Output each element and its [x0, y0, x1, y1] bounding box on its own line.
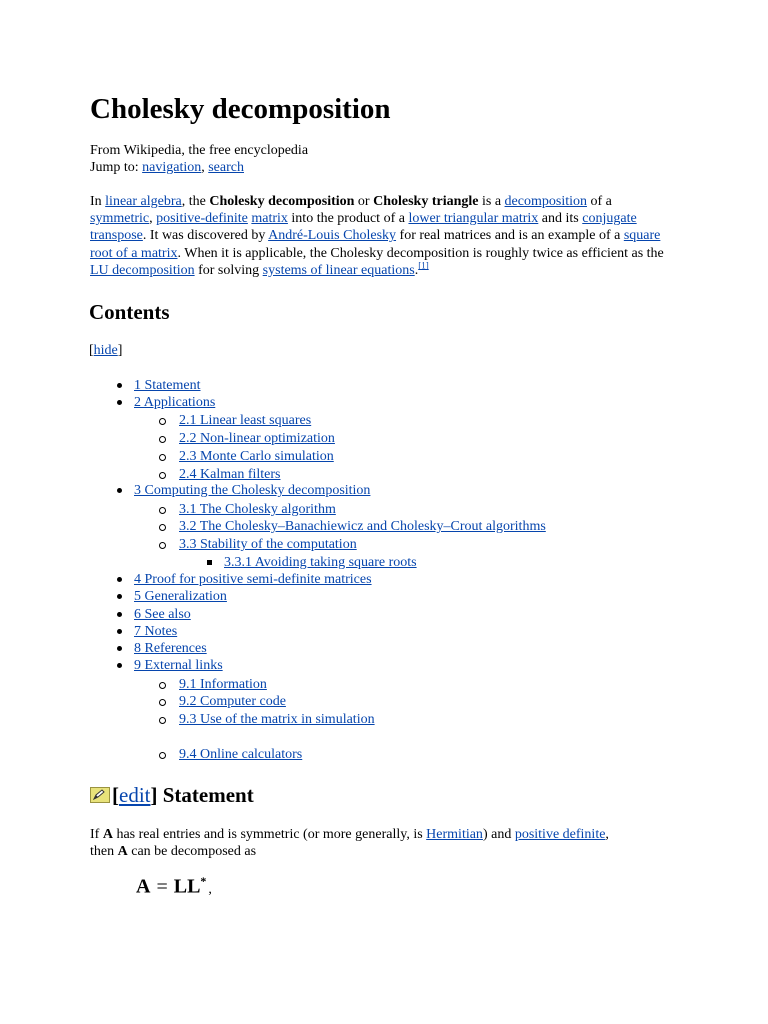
circle-bullet-icon: [159, 752, 166, 759]
toc-item[interactable]: 1 Statement: [134, 378, 201, 393]
intro-text: of a: [586, 194, 612, 209]
circle-bullet-icon: [159, 418, 166, 425]
link-lower-triangular-matrix[interactable]: lower triangular matrix: [408, 211, 539, 227]
reference-link[interactable]: [1]: [418, 260, 429, 271]
toc-item[interactable]: 8 References: [134, 641, 207, 656]
section-title: Statement: [157, 783, 254, 807]
link-positive-definite-2[interactable]: positive definite: [514, 827, 606, 842]
matrix-symbol: A: [117, 844, 128, 860]
statement-paragraph: [90, 826, 665, 860]
link-symmetric[interactable]: symmetric: [90, 211, 150, 227]
toc-item[interactable]: 3.3 Stability of the computation: [179, 537, 357, 552]
intro-text: In: [90, 194, 106, 209]
toc-item[interactable]: 5 Generalization: [134, 589, 227, 604]
circle-bullet-icon: [159, 524, 166, 531]
hide-toc-link[interactable]: hide: [93, 343, 118, 358]
circle-bullet-icon: [159, 454, 166, 461]
toc-item[interactable]: 7 Notes: [134, 624, 178, 639]
link-square-root-of-matrix[interactable]: square root of a matrix: [90, 228, 661, 261]
toc-item[interactable]: 3.1 The Cholesky algorithm: [179, 502, 336, 517]
link-andre-louis-cholesky[interactable]: André-Louis Cholesky: [268, 228, 397, 244]
circle-bullet-icon: [159, 699, 166, 706]
square-bullet-icon: [207, 560, 212, 565]
toc-item[interactable]: 3.2 The Cholesky–Banachiewicz and Cholesky–Crout algorithms: [179, 519, 546, 534]
toc-item[interactable]: 2.4 Kalman filters: [179, 467, 281, 482]
circle-bullet-icon: [159, 436, 166, 443]
toc-item[interactable]: 2.2 Non-linear optimization: [179, 431, 335, 446]
edit-icon[interactable]: [90, 787, 110, 803]
page-title: Cholesky decomposition: [90, 93, 391, 125]
statement-text: then: [90, 844, 118, 860]
toc-item[interactable]: 6 See also: [134, 607, 191, 622]
link-hermitian[interactable]: Hermitian: [426, 827, 483, 842]
toc-item[interactable]: 2 Applications: [134, 395, 216, 410]
statement-text: ,: [605, 827, 609, 842]
toc-item[interactable]: 9.1 Information: [179, 677, 267, 692]
toc-item[interactable]: 2.3 Monte Carlo simulation: [179, 449, 334, 464]
link-conjugate-transpose[interactable]: conjugate transpose: [90, 211, 637, 244]
intro-text: . It was discovered by: [142, 228, 269, 244]
bullet-icon: [117, 629, 122, 634]
bullet-icon: [117, 612, 122, 617]
statement-text: can be decomposed as: [127, 844, 257, 860]
bullet-icon: [117, 646, 122, 651]
contents-title: Contents: [89, 300, 170, 324]
link-positive-definite[interactable]: positive-definite: [156, 211, 248, 227]
bullet-icon: [117, 577, 122, 582]
statement-text: has real entries and is symmetric (or more generally, is: [112, 827, 427, 842]
intro-text: ,: [149, 211, 157, 227]
toc-item[interactable]: 9.3 Use of the matrix in simulation: [179, 712, 375, 727]
intro-text: for solving: [194, 262, 263, 278]
link-lu-decomposition[interactable]: LU decomposition: [90, 262, 195, 278]
intro-text: into the product of a: [287, 211, 409, 227]
link-systems-of-linear-equations[interactable]: systems of linear equations: [262, 262, 415, 278]
formula-equals: =: [156, 875, 168, 898]
bullet-icon: [117, 488, 122, 493]
bullet-icon: [117, 383, 122, 388]
intro-text: for real matrices and is an example of a: [396, 228, 624, 244]
bullet-icon: [117, 594, 122, 599]
circle-bullet-icon: [159, 472, 166, 479]
jump-to-label: Jump to:: [90, 160, 139, 175]
bracket: [: [112, 783, 119, 807]
circle-bullet-icon: [159, 542, 166, 549]
bullet-icon: [117, 663, 122, 668]
jump-to: [90, 159, 244, 176]
formula-lhs: A: [136, 875, 151, 898]
circle-bullet-icon: [159, 507, 166, 514]
intro-text: is a: [478, 194, 505, 209]
intro-paragraph: [90, 193, 665, 279]
bold-cholesky-decomposition: Cholesky decomposition: [209, 194, 355, 209]
intro-text: or: [354, 194, 374, 209]
link-linear-algebra[interactable]: linear algebra: [105, 194, 182, 209]
search-link[interactable]: search: [208, 160, 244, 175]
formula: [136, 874, 212, 899]
tagline: From Wikipedia, the free encyclopedia: [90, 143, 309, 158]
link-matrix[interactable]: matrix: [251, 211, 288, 227]
section-heading-statement: [90, 782, 254, 808]
bold-cholesky-triangle: Cholesky triangle: [373, 194, 479, 209]
formula-star: *: [200, 874, 207, 888]
toc-item[interactable]: 3 Computing the Cholesky decomposition: [134, 483, 371, 498]
bracket: [: [89, 343, 94, 358]
toc-item[interactable]: 2.1 Linear least squares: [179, 413, 312, 428]
toc-item[interactable]: 9 External links: [134, 658, 223, 673]
matrix-symbol: A: [102, 827, 113, 842]
statement-text: ) and: [482, 827, 515, 842]
toc-item[interactable]: 3.3.1 Avoiding taking square roots: [224, 555, 417, 570]
toc-toggle: [89, 342, 122, 359]
toc-item[interactable]: 9.4 Online calculators: [179, 747, 303, 762]
toc-item[interactable]: 9.2 Computer code: [179, 694, 286, 709]
bracket: ]: [150, 783, 158, 807]
bracket: ]: [117, 343, 123, 358]
statement-text: If: [90, 827, 103, 842]
intro-text: and its: [538, 211, 583, 227]
toc-item[interactable]: 4 Proof for positive semi-definite matrices: [134, 572, 372, 587]
jump-sep: ,: [201, 160, 209, 175]
intro-text: .: [414, 262, 419, 278]
formula-rhs: LL: [173, 875, 201, 898]
navigation-link[interactable]: navigation: [142, 160, 202, 175]
circle-bullet-icon: [159, 717, 166, 724]
intro-text: , the: [181, 194, 210, 209]
edit-link[interactable]: edit: [119, 783, 151, 807]
bullet-icon: [117, 400, 122, 405]
link-decomposition[interactable]: decomposition: [504, 194, 587, 209]
formula-comma: ,: [208, 881, 212, 897]
intro-text: . When it is applicable, the Cholesky decomposition is roughly twice as efficient as the: [177, 245, 664, 261]
circle-bullet-icon: [159, 682, 166, 689]
